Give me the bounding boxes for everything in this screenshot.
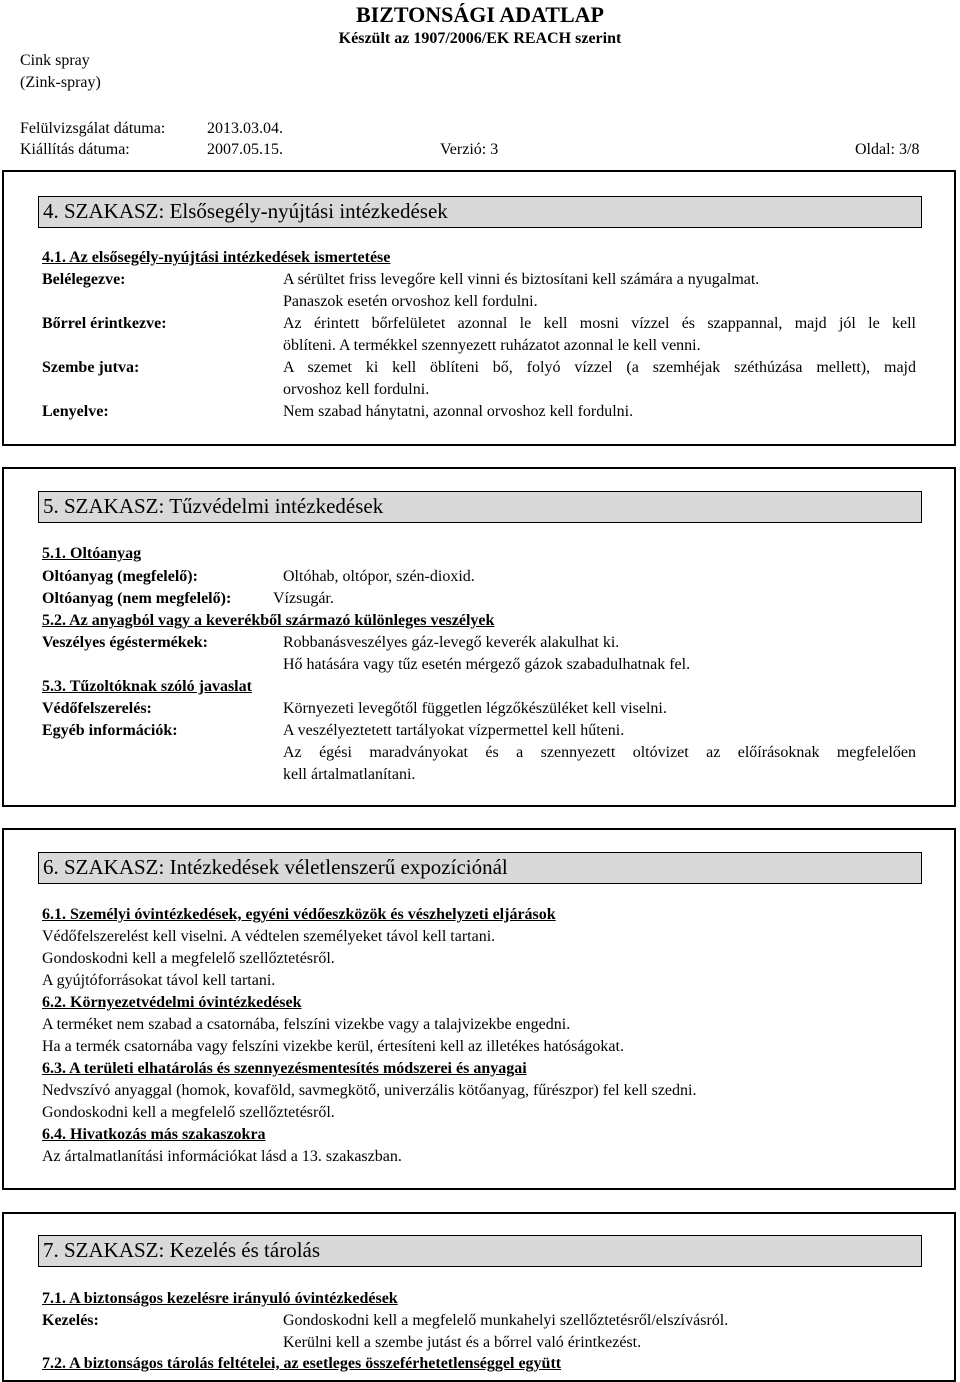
inhalation-label: Belélegezve: xyxy=(42,271,126,288)
handling-label: Kezelés: xyxy=(42,1312,99,1329)
inhalation-text-2: Panaszok esetén orvoshoz kell fordulni. xyxy=(283,293,538,310)
subsection-7-1-heading: 7.1. A biztonságos kezelésre irányuló óvintézkedések xyxy=(42,1290,398,1307)
subsection-5-3-heading: 5.3. Tűzoltóknak szóló javaslat xyxy=(42,678,252,695)
suitable-media-value: Oltóhab, oltópor, szén-dioxid. xyxy=(283,568,475,585)
section-6-3-text-2: Gondoskodni kell a megfelelő szellőztetésről. xyxy=(42,1104,335,1121)
handling-text-2: Kerülni kell a szembe jutást és a bőrrel való érintkezést. xyxy=(283,1334,642,1351)
subsection-4-1-heading: 4.1. Az elsősegély-nyújtási intézkedések ismertetése xyxy=(42,249,391,266)
document-title: BIZTONSÁGI ADATLAP xyxy=(356,2,604,27)
product-name: Cink spray xyxy=(20,52,90,69)
subsection-5-1-heading: 5.1. Oltóanyag xyxy=(42,545,142,562)
skin-contact-text-2: öblíteni. A termékkel szennyezett ruházatot azonnal le kell venni. xyxy=(283,337,701,354)
unsuitable-media-label: Oltóanyag (nem megfelelő): xyxy=(42,590,232,607)
ingestion-label: Lenyelve: xyxy=(42,403,109,420)
suitable-media-label: Oltóanyag (megfelelő): xyxy=(42,568,198,585)
section-7-title: 7. SZAKASZ: Kezelés és tárolás xyxy=(38,1235,922,1267)
section-6-2-text-1: A terméket nem szabad a csatornába, felszíni vizekbe vagy a talajvizekbe engedni. xyxy=(42,1016,571,1033)
subsection-5-2-heading: 5.2. Az anyagból vagy a keverékből származó különleges veszélyek xyxy=(42,612,495,629)
protective-equipment-label: Védőfelszerelés: xyxy=(42,700,152,717)
revision-date-label: Felülvizsgálat dátuma: xyxy=(20,120,166,137)
eye-contact-text-1: A szemet ki kell öblíteni bő, folyó vízzel (a szemhéjak széthúzása mellett), majd xyxy=(283,359,916,376)
issue-date-label: Kiállítás dátuma: xyxy=(20,141,130,158)
product-name-alt: (Zink-spray) xyxy=(20,74,101,91)
subsection-6-3-heading: 6.3. A területi elhatárolás és szennyezésmentesítés módszerei és anyagai xyxy=(42,1060,527,1077)
issue-date: 2007.05.15. xyxy=(207,141,283,158)
subsection-6-4-heading: 6.4. Hivatkozás más szakaszokra xyxy=(42,1126,266,1143)
document-subtitle: Készült az 1907/2006/EK REACH szerint xyxy=(338,30,622,47)
eye-contact-text-2: orvoshoz kell fordulni. xyxy=(283,381,430,398)
hazardous-products-text-1: Robbanásveszélyes gáz-levegő keverék alakulhat ki. xyxy=(283,634,620,651)
section-6-4-text-1: Az ártalmatlanítási információkat lásd a 13. szakaszban. xyxy=(42,1148,402,1165)
section-6-title: 6. SZAKASZ: Intézkedések véletlenszerű expozíciónál xyxy=(38,852,922,884)
hazardous-products-text-2: Hő hatására vagy tűz esetén mérgező gázok szabadulhatnak fel. xyxy=(283,656,691,673)
subsection-7-2-heading: 7.2. A biztonságos tárolás feltételei, az esetleges összeférhetetlenséggel együtt xyxy=(42,1355,562,1372)
subsection-6-2-heading: 6.2. Környezetvédelmi óvintézkedések xyxy=(42,994,302,1011)
version: Verzió: 3 xyxy=(440,141,499,158)
other-info-label: Egyéb információk: xyxy=(42,722,178,739)
protective-equipment-value: Környezeti levegőtől független légzőkészüléket kell viselni. xyxy=(283,700,667,717)
revision-date: 2013.03.04. xyxy=(207,120,283,137)
skin-contact-text-1: Az érintett bőrfelületet azonnal le kell mosni vízzel és szappannal, majd jól le kell xyxy=(283,315,916,332)
other-info-text-2: Az égési maradványokat és a szennyezett oltóvizet az előírásoknak megfelelően xyxy=(283,744,916,761)
eye-contact-label: Szembe jutva: xyxy=(42,359,140,376)
section-6-1-text-3: A gyújtóforrásokat távol kell tartani. xyxy=(42,972,276,989)
skin-contact-label: Bőrrel érintkezve: xyxy=(42,315,167,332)
unsuitable-media-value: Vízsugár. xyxy=(273,590,334,607)
page-number: Oldal: 3/8 xyxy=(855,141,920,158)
section-6-1-text-1: Védőfelszerelést kell viselni. A védtelen személyeket távol kell tartani. xyxy=(42,928,496,945)
other-info-text-3: kell ártalmatlanítani. xyxy=(283,766,416,783)
section-4-title: 4. SZAKASZ: Elsősegély-nyújtási intézkedések xyxy=(38,196,922,228)
section-5-title: 5. SZAKASZ: Tűzvédelmi intézkedések xyxy=(38,491,922,523)
hazardous-products-label: Veszélyes égéstermékek: xyxy=(42,634,209,651)
section-6-2-text-2: Ha a termék csatornába vagy felszíni vizekbe kerül, értesíteni kell az illetékes hatóságokat. xyxy=(42,1038,624,1055)
section-6-3-text-1: Nedvszívó anyaggal (homok, kovaföld, savmegkötő, univerzális kötőanyag, fűrészpor) fel kell szedni. xyxy=(42,1082,697,1099)
ingestion-text: Nem szabad hánytatni, azonnal orvoshoz kell fordulni. xyxy=(283,403,634,420)
other-info-text-1: A veszélyeztetett tartályokat vízpermettel kell hűteni. xyxy=(283,722,625,739)
handling-text-1: Gondoskodni kell a megfelelő munkahelyi szellőztetésről/elszívásról. xyxy=(283,1312,729,1329)
subsection-6-1-heading: 6.1. Személyi óvintézkedések, egyéni védőeszközök és vészhelyzeti eljárások xyxy=(42,906,556,923)
inhalation-text-1: A sérültet friss levegőre kell vinni és biztosítani kell számára a nyugalmat. xyxy=(283,271,760,288)
section-6-1-text-2: Gondoskodni kell a megfelelő szellőztetésről. xyxy=(42,950,335,967)
